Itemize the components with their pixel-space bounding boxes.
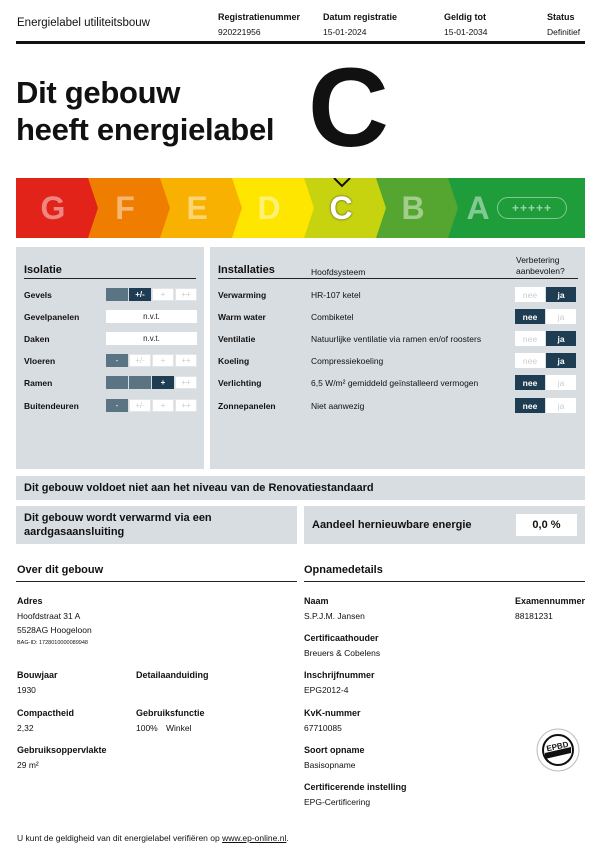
installaties-col-main: Hoofdsysteem (311, 267, 366, 277)
installaties-row-label: Verwarming (218, 290, 267, 300)
installaties-row (210, 351, 585, 370)
kvk-label: KvK-nummer (304, 708, 361, 718)
isolatie-seg: +/- (129, 354, 151, 367)
improve-no: nee (515, 331, 545, 346)
isolatie-row-label: Ramen (24, 378, 53, 388)
header-rule (16, 41, 585, 44)
installaties-row-system: 6,5 W/m² gemiddeld geïnstalleerd vermogen (311, 378, 479, 388)
epbd-logo (535, 727, 581, 773)
detailaanduiding-label: Detailaanduiding (136, 670, 209, 680)
improve-yes-selected: ja (546, 331, 576, 346)
isolatie-seg (129, 376, 151, 389)
improve-yes: ja (546, 398, 576, 413)
footer-link[interactable]: www.ep-online.nl (222, 833, 287, 843)
installaties-row-system: Compressiekoeling (311, 356, 384, 366)
bouwjaar-value: 1930 (17, 685, 36, 695)
energy-scale (16, 178, 585, 238)
isolatie-row (16, 351, 204, 370)
installaties-col-improve: Verbetering aanbevolen? (516, 255, 565, 276)
isolatie-seg-selected: - (106, 399, 128, 412)
naam-value: S.P.J.M. Jansen (304, 611, 365, 621)
gebouw-title: Over dit gebouw (17, 564, 104, 576)
header-label: Status (547, 12, 575, 22)
isolatie-seg: ++ (175, 399, 197, 412)
gebruiksfunctie-value: Winkel (166, 723, 192, 733)
header-label: Datum registratie (323, 12, 398, 22)
isolatie-nvt: n.v.t. (106, 310, 197, 323)
gebruiksfunctie-label: Gebruiksfunctie (136, 708, 205, 718)
isolatie-row-label: Gevelpanelen (24, 312, 80, 322)
isolatie-row-label: Gevels (24, 290, 52, 300)
installaties-row (210, 373, 585, 392)
isolatie-title-rule (24, 278, 196, 279)
header-field-status (547, 12, 580, 37)
improve-no-selected: nee (515, 375, 545, 390)
improve-yes-selected: ja (546, 287, 576, 302)
installaties-row-system: HR-107 ketel (311, 290, 361, 300)
footer-note (17, 833, 289, 843)
isolatie-row (16, 307, 204, 326)
opname-title-rule (304, 581, 585, 582)
gebruiksfunctie-pct: 100% (136, 723, 158, 733)
header-label: Registratienummer (218, 12, 301, 22)
improve-no: nee (515, 287, 545, 302)
header-value: 920221956 (218, 27, 261, 37)
header-label: Geldig tot (444, 12, 486, 22)
isolatie-panel (16, 247, 204, 469)
installaties-row (210, 329, 585, 348)
isolatie-row (16, 285, 204, 304)
isolatie-row-label: Buitendeuren (24, 401, 79, 411)
isolatie-seg-selected: +/- (129, 288, 151, 301)
examennummer-label: Examennummer (515, 596, 586, 606)
hernieuwbaar-banner (304, 506, 585, 544)
isolatie-seg: ++ (175, 288, 197, 301)
hero-line-1: Dit gebouw (16, 75, 181, 110)
improve-no-selected: nee (515, 398, 545, 413)
installaties-row-label: Warm water (218, 312, 266, 322)
header-field-registratienummer (218, 12, 300, 37)
examennummer-value: 88181231 (515, 611, 553, 621)
isolatie-title: Isolatie (24, 264, 62, 276)
gebouw-title-rule (16, 581, 297, 582)
inschrijfnummer-value: EPG2012-4 (304, 685, 349, 695)
opname-title: Opnamedetails (304, 564, 383, 576)
header-value: 15-01-2034 (444, 27, 488, 37)
certificerende-instelling-label: Certificerende instelling (304, 782, 407, 792)
installaties-row-system: Combiketel (311, 312, 354, 322)
scale-a-plus-badge: +++++ (497, 197, 567, 219)
isolatie-seg-selected: - (106, 354, 128, 367)
isolatie-row-label: Vloeren (24, 356, 56, 366)
isolatie-seg (106, 288, 128, 301)
header-value: 15-01-2024 (323, 27, 367, 37)
hero-heading (16, 74, 274, 148)
installaties-row-label: Verlichting (218, 378, 262, 388)
hernieuwbaar-label: Aandeel hernieuwbare energie (312, 519, 472, 531)
improve-yes-selected: ja (546, 353, 576, 368)
certificaathouder-label: Certificaathouder (304, 633, 379, 643)
isolatie-seg: + (152, 354, 174, 367)
improve-yes: ja (546, 375, 576, 390)
adres-label: Adres (17, 596, 43, 606)
isolatie-seg: + (152, 288, 174, 301)
installaties-row-label: Zonnepanelen (218, 401, 276, 411)
footer-end: . (286, 833, 289, 843)
isolatie-seg: + (152, 399, 174, 412)
hero-line-2: heeft energielabel (16, 112, 275, 147)
header-field-datum (323, 12, 397, 37)
isolatie-seg-selected: + (152, 376, 174, 389)
isolatie-seg: +/- (129, 399, 151, 412)
aardgas-text: Dit gebouw wordt verwarmd via een aardgasaansluiting (24, 512, 212, 538)
scale-letter-c: C (329, 189, 353, 226)
renovatie-banner (16, 476, 585, 500)
isolatie-row-label: Daken (24, 334, 50, 344)
installaties-title: Installaties (218, 264, 275, 276)
compactheid-label: Compactheid (17, 708, 75, 718)
epbd-logo-text: EPBD (545, 739, 570, 754)
header-field-geldig (444, 12, 487, 37)
certificaathouder-value: Breuers & Cobelens (304, 648, 381, 658)
adres-line-2: 5528AG Hoogeloon (17, 625, 92, 635)
isolatie-row (16, 396, 204, 415)
hernieuwbaar-value: 0,0 % (516, 514, 577, 536)
gebruiksoppervlakte-label: Gebruiksoppervlakte (17, 745, 107, 755)
isolatie-row (16, 329, 204, 348)
installaties-row (210, 307, 585, 326)
gebruiksoppervlakte-value: 29 m² (17, 760, 39, 770)
scale-letter-g: G (40, 189, 66, 226)
footer-text: U kunt de geldigheid van dit energielabel verifiëren op (17, 833, 223, 843)
isolatie-nvt: n.v.t. (106, 332, 197, 345)
scale-letter-f: F (115, 189, 135, 226)
hero-label-letter: C (308, 45, 389, 170)
scale-letter-e: E (186, 189, 208, 226)
installaties-row (210, 396, 585, 415)
kvk-value: 67710085 (304, 723, 342, 733)
soort-opname-label: Soort opname (304, 745, 365, 755)
epbd-seal-icon (535, 727, 581, 773)
aardgas-banner (16, 506, 297, 544)
improve-no: nee (515, 353, 545, 368)
certificerende-instelling-value: EPG-Certificering (304, 797, 371, 807)
isolatie-seg (106, 376, 128, 389)
soort-opname-value: Basisopname (304, 760, 356, 770)
installaties-row-label: Koeling (218, 356, 250, 366)
installaties-row-system: Niet aanwezig (311, 401, 365, 411)
improve-yes: ja (546, 309, 576, 324)
renovatie-text: Dit gebouw voldoet niet aan het niveau van de Renovatiestandaard (24, 482, 374, 494)
header-title: Energielabel utiliteitsbouw (17, 17, 150, 29)
installaties-panel (210, 247, 585, 469)
installaties-row-label: Ventilatie (218, 334, 256, 344)
isolatie-row (16, 373, 204, 392)
installaties-row (210, 285, 585, 304)
adres-line-1: Hoofdstraat 31 A (17, 611, 81, 621)
header-value: Definitief (547, 27, 581, 37)
installaties-title-rule (218, 278, 578, 279)
scale-letter-b: B (401, 189, 425, 226)
improve-no-selected: nee (515, 309, 545, 324)
inschrijfnummer-label: Inschrijfnummer (304, 670, 375, 680)
bouwjaar-label: Bouwjaar (17, 670, 58, 680)
isolatie-seg: ++ (175, 376, 197, 389)
bag-id: BAG-ID: 1728010000089948 (17, 640, 88, 646)
naam-label: Naam (304, 596, 329, 606)
scale-letter-d: D (257, 189, 281, 226)
installaties-row-system: Natuurlijke ventilatie via ramen en/of roosters (311, 334, 482, 344)
scale-letter-a: A (466, 189, 490, 226)
isolatie-seg: ++ (175, 354, 197, 367)
compactheid-value: 2,32 (17, 723, 34, 733)
